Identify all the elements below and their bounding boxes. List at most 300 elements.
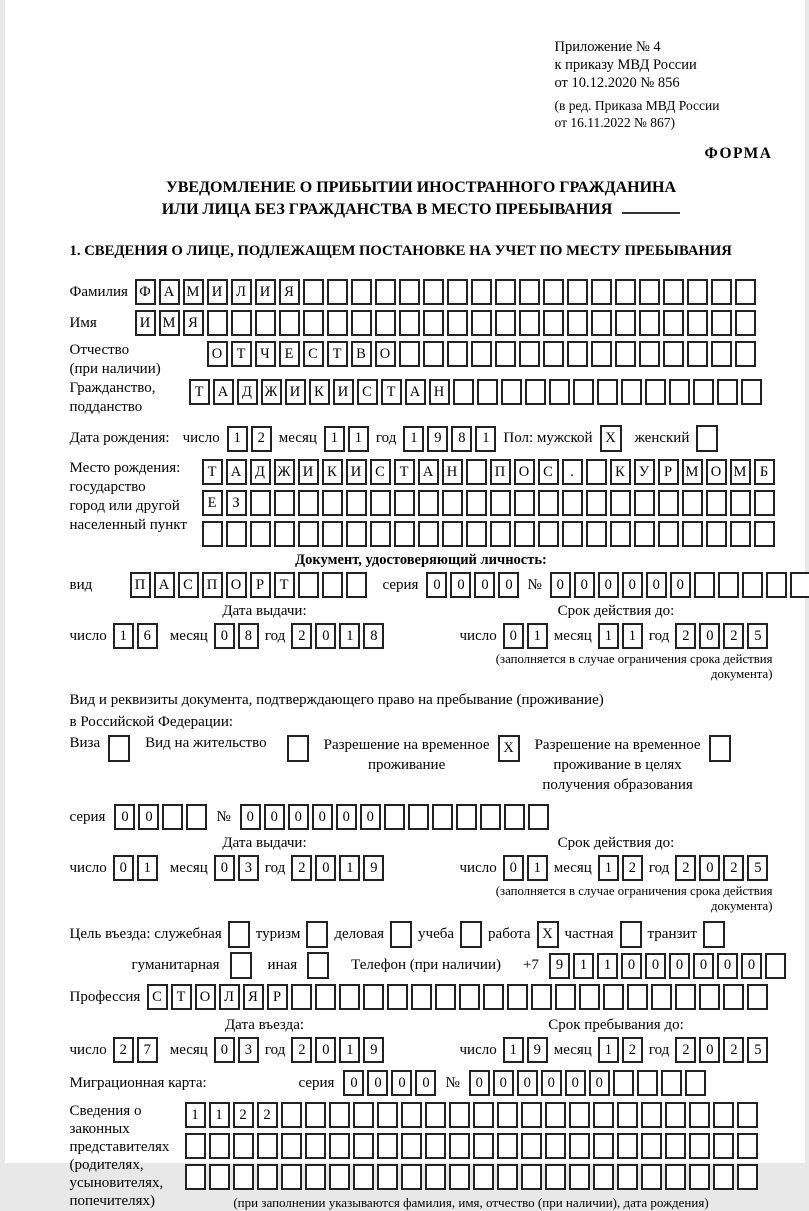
char-cell[interactable] <box>693 379 714 405</box>
char-cell[interactable] <box>490 521 511 547</box>
char-cell[interactable]: 0 <box>214 623 235 649</box>
char-cell[interactable] <box>543 341 564 367</box>
char-cell[interactable] <box>682 521 703 547</box>
char-cell[interactable]: И <box>255 279 276 305</box>
char-cell[interactable]: С <box>357 379 378 405</box>
char-cell[interactable]: 0 <box>360 804 381 830</box>
char-cell[interactable] <box>250 490 271 516</box>
char-cell[interactable] <box>401 1133 422 1159</box>
char-cell[interactable] <box>387 984 408 1010</box>
char-cell[interactable]: А <box>154 572 175 598</box>
char-cell[interactable]: Д <box>250 459 271 485</box>
char-cell[interactable]: 2 <box>723 623 744 649</box>
char-cell[interactable]: 0 <box>693 953 714 979</box>
char-cell[interactable] <box>375 310 396 336</box>
char-cell[interactable] <box>641 1133 662 1159</box>
temp-residence-edu-checkbox[interactable] <box>709 735 731 762</box>
char-cell[interactable] <box>298 521 319 547</box>
char-cell[interactable] <box>603 984 624 1010</box>
char-cell[interactable]: 0 <box>391 1070 412 1096</box>
char-cell[interactable]: 0 <box>315 1037 336 1063</box>
char-cell[interactable] <box>538 521 559 547</box>
char-cell[interactable]: 1 <box>403 426 424 452</box>
char-cell[interactable] <box>514 490 535 516</box>
char-cell[interactable]: 0 <box>138 804 159 830</box>
char-cell[interactable] <box>408 804 429 830</box>
char-cell[interactable] <box>665 1164 686 1190</box>
char-cell[interactable]: Т <box>274 572 295 598</box>
char-cell[interactable] <box>495 310 516 336</box>
char-cell[interactable] <box>567 279 588 305</box>
char-cell[interactable] <box>471 310 492 336</box>
char-cell[interactable]: 9 <box>549 953 570 979</box>
sex-male-checkbox[interactable]: X <box>600 425 622 452</box>
char-cell[interactable]: Р <box>250 572 271 598</box>
char-cell[interactable]: М <box>159 310 180 336</box>
char-cell[interactable]: М <box>183 279 204 305</box>
char-cell[interactable] <box>766 572 787 598</box>
char-cell[interactable] <box>329 1102 350 1128</box>
char-cell[interactable] <box>353 1133 374 1159</box>
char-cell[interactable]: 0 <box>670 572 691 598</box>
char-cell[interactable] <box>363 984 384 1010</box>
char-cell[interactable]: 1 <box>622 623 643 649</box>
char-cell[interactable] <box>737 1164 758 1190</box>
char-cell[interactable] <box>185 1133 206 1159</box>
char-cell[interactable] <box>370 521 391 547</box>
char-cell[interactable] <box>519 279 540 305</box>
char-cell[interactable] <box>480 804 501 830</box>
char-cell[interactable] <box>329 1133 350 1159</box>
char-cell[interactable]: 0 <box>699 623 720 649</box>
char-cell[interactable] <box>730 490 751 516</box>
char-cell[interactable]: С <box>370 459 391 485</box>
char-cell[interactable]: С <box>538 459 559 485</box>
char-cell[interactable]: 0 <box>699 1037 720 1063</box>
char-cell[interactable]: 1 <box>527 623 548 649</box>
char-cell[interactable] <box>567 341 588 367</box>
char-cell[interactable] <box>591 310 612 336</box>
char-cell[interactable] <box>617 1164 638 1190</box>
char-cell[interactable]: 0 <box>336 804 357 830</box>
char-cell[interactable]: К <box>309 379 330 405</box>
char-cell[interactable]: 0 <box>574 572 595 598</box>
char-cell[interactable] <box>322 490 343 516</box>
char-cell[interactable] <box>370 490 391 516</box>
char-cell[interactable]: Ж <box>274 459 295 485</box>
char-cell[interactable]: Т <box>171 984 192 1010</box>
char-cell[interactable]: Л <box>231 279 252 305</box>
char-cell[interactable]: 1 <box>503 1037 524 1063</box>
char-cell[interactable] <box>569 1102 590 1128</box>
purpose-humanitarian-checkbox[interactable] <box>230 952 252 979</box>
char-cell[interactable] <box>490 490 511 516</box>
char-cell[interactable] <box>233 1164 254 1190</box>
char-cell[interactable] <box>790 572 809 598</box>
char-cell[interactable] <box>209 1164 230 1190</box>
char-cell[interactable]: Н <box>429 379 450 405</box>
char-cell[interactable]: 2 <box>291 623 312 649</box>
char-cell[interactable] <box>741 379 762 405</box>
char-cell[interactable] <box>639 310 660 336</box>
char-cell[interactable]: 0 <box>717 953 738 979</box>
char-cell[interactable]: Т <box>189 379 210 405</box>
char-cell[interactable] <box>723 984 744 1010</box>
char-cell[interactable] <box>689 1164 710 1190</box>
char-cell[interactable]: И <box>135 310 156 336</box>
char-cell[interactable]: 1 <box>598 623 619 649</box>
char-cell[interactable]: 0 <box>493 1070 514 1096</box>
char-cell[interactable] <box>521 1164 542 1190</box>
char-cell[interactable] <box>543 279 564 305</box>
char-cell[interactable] <box>597 379 618 405</box>
char-cell[interactable] <box>339 984 360 1010</box>
char-cell[interactable]: О <box>207 341 228 367</box>
char-cell[interactable] <box>555 984 576 1010</box>
char-cell[interactable] <box>209 1133 230 1159</box>
char-cell[interactable] <box>706 490 727 516</box>
char-cell[interactable]: 0 <box>113 855 134 881</box>
char-cell[interactable] <box>305 1164 326 1190</box>
char-cell[interactable] <box>449 1102 470 1128</box>
char-cell[interactable]: 0 <box>498 572 519 598</box>
char-cell[interactable] <box>477 379 498 405</box>
char-cell[interactable] <box>353 1102 374 1128</box>
char-cell[interactable]: 0 <box>214 1037 235 1063</box>
char-cell[interactable]: 2 <box>675 855 696 881</box>
char-cell[interactable] <box>713 1102 734 1128</box>
char-cell[interactable] <box>226 521 247 547</box>
char-cell[interactable] <box>322 521 343 547</box>
char-cell[interactable] <box>250 521 271 547</box>
char-cell[interactable] <box>562 521 583 547</box>
char-cell[interactable]: И <box>298 459 319 485</box>
char-cell[interactable] <box>447 310 468 336</box>
char-cell[interactable] <box>327 279 348 305</box>
char-cell[interactable] <box>562 490 583 516</box>
char-cell[interactable] <box>377 1133 398 1159</box>
char-cell[interactable] <box>471 341 492 367</box>
char-cell[interactable] <box>573 379 594 405</box>
char-cell[interactable]: 0 <box>469 1070 490 1096</box>
char-cell[interactable] <box>687 279 708 305</box>
char-cell[interactable] <box>399 341 420 367</box>
char-cell[interactable]: 1 <box>227 426 248 452</box>
char-cell[interactable] <box>742 572 763 598</box>
char-cell[interactable]: К <box>322 459 343 485</box>
char-cell[interactable] <box>257 1133 278 1159</box>
char-cell[interactable]: И <box>333 379 354 405</box>
char-cell[interactable]: 0 <box>645 953 666 979</box>
char-cell[interactable] <box>637 1070 658 1096</box>
char-cell[interactable] <box>639 341 660 367</box>
char-cell[interactable]: Д <box>237 379 258 405</box>
char-cell[interactable]: 1 <box>339 623 360 649</box>
char-cell[interactable] <box>423 279 444 305</box>
char-cell[interactable] <box>610 490 631 516</box>
char-cell[interactable] <box>687 310 708 336</box>
char-cell[interactable]: Я <box>183 310 204 336</box>
char-cell[interactable] <box>394 521 415 547</box>
char-cell[interactable]: 1 <box>324 426 345 452</box>
char-cell[interactable]: 2 <box>723 1037 744 1063</box>
char-cell[interactable] <box>351 310 372 336</box>
char-cell[interactable]: С <box>303 341 324 367</box>
char-cell[interactable] <box>747 984 768 1010</box>
char-cell[interactable] <box>425 1102 446 1128</box>
char-cell[interactable]: 0 <box>646 572 667 598</box>
char-cell[interactable]: И <box>346 459 367 485</box>
char-cell[interactable]: 0 <box>622 572 643 598</box>
char-cell[interactable] <box>591 279 612 305</box>
char-cell[interactable] <box>514 521 535 547</box>
char-cell[interactable] <box>231 310 252 336</box>
char-cell[interactable]: Е <box>279 341 300 367</box>
char-cell[interactable] <box>377 1102 398 1128</box>
char-cell[interactable]: П <box>130 572 151 598</box>
char-cell[interactable]: Е <box>202 490 223 516</box>
char-cell[interactable] <box>651 984 672 1010</box>
sex-female-checkbox[interactable] <box>696 425 718 452</box>
char-cell[interactable]: 0 <box>565 1070 586 1096</box>
purpose-work-checkbox[interactable]: X <box>537 921 559 948</box>
char-cell[interactable] <box>399 310 420 336</box>
char-cell[interactable] <box>706 521 727 547</box>
char-cell[interactable] <box>737 1133 758 1159</box>
char-cell[interactable] <box>473 1102 494 1128</box>
char-cell[interactable] <box>435 984 456 1010</box>
char-cell[interactable]: 0 <box>114 804 135 830</box>
char-cell[interactable] <box>432 804 453 830</box>
char-cell[interactable]: 5 <box>747 1037 768 1063</box>
char-cell[interactable] <box>718 572 739 598</box>
char-cell[interactable] <box>257 1164 278 1190</box>
char-cell[interactable] <box>663 279 684 305</box>
char-cell[interactable] <box>689 1102 710 1128</box>
char-cell[interactable]: А <box>226 459 247 485</box>
char-cell[interactable] <box>459 984 480 1010</box>
char-cell[interactable] <box>735 341 756 367</box>
char-cell[interactable]: 1 <box>209 1102 230 1128</box>
char-cell[interactable]: 9 <box>363 1037 384 1063</box>
char-cell[interactable]: И <box>285 379 306 405</box>
char-cell[interactable]: 2 <box>251 426 272 452</box>
char-cell[interactable]: 0 <box>240 804 261 830</box>
char-cell[interactable]: 0 <box>517 1070 538 1096</box>
char-cell[interactable] <box>447 279 468 305</box>
char-cell[interactable] <box>399 279 420 305</box>
char-cell[interactable] <box>466 490 487 516</box>
char-cell[interactable] <box>449 1133 470 1159</box>
char-cell[interactable] <box>737 1102 758 1128</box>
char-cell[interactable]: 1 <box>597 953 618 979</box>
char-cell[interactable]: 0 <box>550 572 571 598</box>
char-cell[interactable] <box>375 279 396 305</box>
char-cell[interactable]: 2 <box>675 1037 696 1063</box>
char-cell[interactable] <box>641 1102 662 1128</box>
char-cell[interactable]: 2 <box>622 1037 643 1063</box>
char-cell[interactable] <box>735 310 756 336</box>
char-cell[interactable]: 1 <box>348 426 369 452</box>
char-cell[interactable] <box>661 1070 682 1096</box>
char-cell[interactable]: 2 <box>675 623 696 649</box>
char-cell[interactable] <box>207 310 228 336</box>
char-cell[interactable] <box>665 1102 686 1128</box>
char-cell[interactable] <box>346 572 367 598</box>
temp-residence-checkbox[interactable]: X <box>498 735 520 762</box>
char-cell[interactable]: 1 <box>598 855 619 881</box>
char-cell[interactable]: 2 <box>257 1102 278 1128</box>
char-cell[interactable] <box>442 521 463 547</box>
char-cell[interactable] <box>281 1164 302 1190</box>
purpose-business-checkbox[interactable] <box>390 921 412 948</box>
char-cell[interactable]: Я <box>279 279 300 305</box>
char-cell[interactable] <box>281 1133 302 1159</box>
char-cell[interactable]: Ф <box>135 279 156 305</box>
char-cell[interactable] <box>298 490 319 516</box>
char-cell[interactable] <box>694 572 715 598</box>
char-cell[interactable] <box>384 804 405 830</box>
char-cell[interactable]: 1 <box>185 1102 206 1128</box>
char-cell[interactable]: 0 <box>343 1070 364 1096</box>
char-cell[interactable] <box>579 984 600 1010</box>
char-cell[interactable]: 5 <box>747 623 768 649</box>
purpose-private-checkbox[interactable] <box>620 921 642 948</box>
char-cell[interactable] <box>279 310 300 336</box>
char-cell[interactable]: О <box>514 459 535 485</box>
char-cell[interactable]: 7 <box>137 1037 158 1063</box>
char-cell[interactable] <box>353 1164 374 1190</box>
char-cell[interactable] <box>471 279 492 305</box>
char-cell[interactable] <box>765 953 786 979</box>
char-cell[interactable]: А <box>405 379 426 405</box>
char-cell[interactable] <box>519 341 540 367</box>
char-cell[interactable]: О <box>226 572 247 598</box>
char-cell[interactable]: 0 <box>214 855 235 881</box>
char-cell[interactable] <box>569 1164 590 1190</box>
char-cell[interactable] <box>567 310 588 336</box>
char-cell[interactable] <box>298 572 319 598</box>
char-cell[interactable]: М <box>730 459 751 485</box>
char-cell[interactable]: Т <box>202 459 223 485</box>
char-cell[interactable] <box>418 490 439 516</box>
char-cell[interactable]: 8 <box>363 623 384 649</box>
char-cell[interactable]: 2 <box>622 855 643 881</box>
char-cell[interactable]: 9 <box>427 426 448 452</box>
char-cell[interactable] <box>663 310 684 336</box>
char-cell[interactable] <box>291 984 312 1010</box>
char-cell[interactable] <box>699 984 720 1010</box>
char-cell[interactable] <box>641 1164 662 1190</box>
char-cell[interactable] <box>545 1133 566 1159</box>
char-cell[interactable] <box>466 459 487 485</box>
char-cell[interactable]: Т <box>381 379 402 405</box>
char-cell[interactable] <box>617 1133 638 1159</box>
char-cell[interactable]: 1 <box>339 1037 360 1063</box>
char-cell[interactable]: А <box>418 459 439 485</box>
char-cell[interactable] <box>483 984 504 1010</box>
char-cell[interactable]: Н <box>442 459 463 485</box>
char-cell[interactable]: Т <box>327 341 348 367</box>
char-cell[interactable]: 1 <box>113 623 134 649</box>
char-cell[interactable] <box>528 804 549 830</box>
char-cell[interactable] <box>466 521 487 547</box>
char-cell[interactable] <box>303 310 324 336</box>
char-cell[interactable] <box>162 804 183 830</box>
char-cell[interactable] <box>401 1102 422 1128</box>
char-cell[interactable] <box>423 310 444 336</box>
char-cell[interactable] <box>591 341 612 367</box>
char-cell[interactable]: О <box>706 459 727 485</box>
char-cell[interactable] <box>689 1133 710 1159</box>
char-cell[interactable] <box>754 490 775 516</box>
char-cell[interactable]: С <box>178 572 199 598</box>
char-cell[interactable]: 0 <box>589 1070 610 1096</box>
char-cell[interactable]: Т <box>231 341 252 367</box>
char-cell[interactable]: О <box>375 341 396 367</box>
char-cell[interactable] <box>639 279 660 305</box>
char-cell[interactable] <box>586 490 607 516</box>
char-cell[interactable]: 0 <box>426 572 447 598</box>
char-cell[interactable] <box>497 1102 518 1128</box>
char-cell[interactable]: П <box>490 459 511 485</box>
char-cell[interactable]: 9 <box>527 1037 548 1063</box>
char-cell[interactable]: 2 <box>291 855 312 881</box>
char-cell[interactable] <box>615 279 636 305</box>
char-cell[interactable] <box>627 984 648 1010</box>
char-cell[interactable] <box>442 490 463 516</box>
char-cell[interactable] <box>669 379 690 405</box>
char-cell[interactable]: . <box>562 459 583 485</box>
char-cell[interactable]: 9 <box>363 855 384 881</box>
char-cell[interactable] <box>685 1070 706 1096</box>
char-cell[interactable] <box>549 379 570 405</box>
char-cell[interactable] <box>418 521 439 547</box>
purpose-study-checkbox[interactable] <box>460 921 482 948</box>
char-cell[interactable] <box>543 310 564 336</box>
char-cell[interactable] <box>322 572 343 598</box>
char-cell[interactable]: О <box>195 984 216 1010</box>
char-cell[interactable] <box>593 1164 614 1190</box>
char-cell[interactable]: С <box>147 984 168 1010</box>
char-cell[interactable] <box>754 521 775 547</box>
char-cell[interactable]: 0 <box>503 623 524 649</box>
char-cell[interactable]: 0 <box>315 623 336 649</box>
char-cell[interactable] <box>713 1133 734 1159</box>
char-cell[interactable]: А <box>159 279 180 305</box>
char-cell[interactable] <box>615 310 636 336</box>
char-cell[interactable] <box>658 490 679 516</box>
char-cell[interactable] <box>525 379 546 405</box>
char-cell[interactable]: 8 <box>451 426 472 452</box>
char-cell[interactable]: 1 <box>475 426 496 452</box>
char-cell[interactable] <box>615 341 636 367</box>
char-cell[interactable]: У <box>634 459 655 485</box>
char-cell[interactable] <box>586 459 607 485</box>
char-cell[interactable]: Т <box>394 459 415 485</box>
char-cell[interactable] <box>538 490 559 516</box>
char-cell[interactable]: Ч <box>255 341 276 367</box>
char-cell[interactable]: 1 <box>137 855 158 881</box>
char-cell[interactable]: 0 <box>264 804 285 830</box>
char-cell[interactable]: К <box>610 459 631 485</box>
char-cell[interactable] <box>305 1133 326 1159</box>
char-cell[interactable] <box>617 1102 638 1128</box>
char-cell[interactable]: 6 <box>137 623 158 649</box>
char-cell[interactable]: 0 <box>312 804 333 830</box>
char-cell[interactable] <box>274 490 295 516</box>
char-cell[interactable] <box>423 341 444 367</box>
